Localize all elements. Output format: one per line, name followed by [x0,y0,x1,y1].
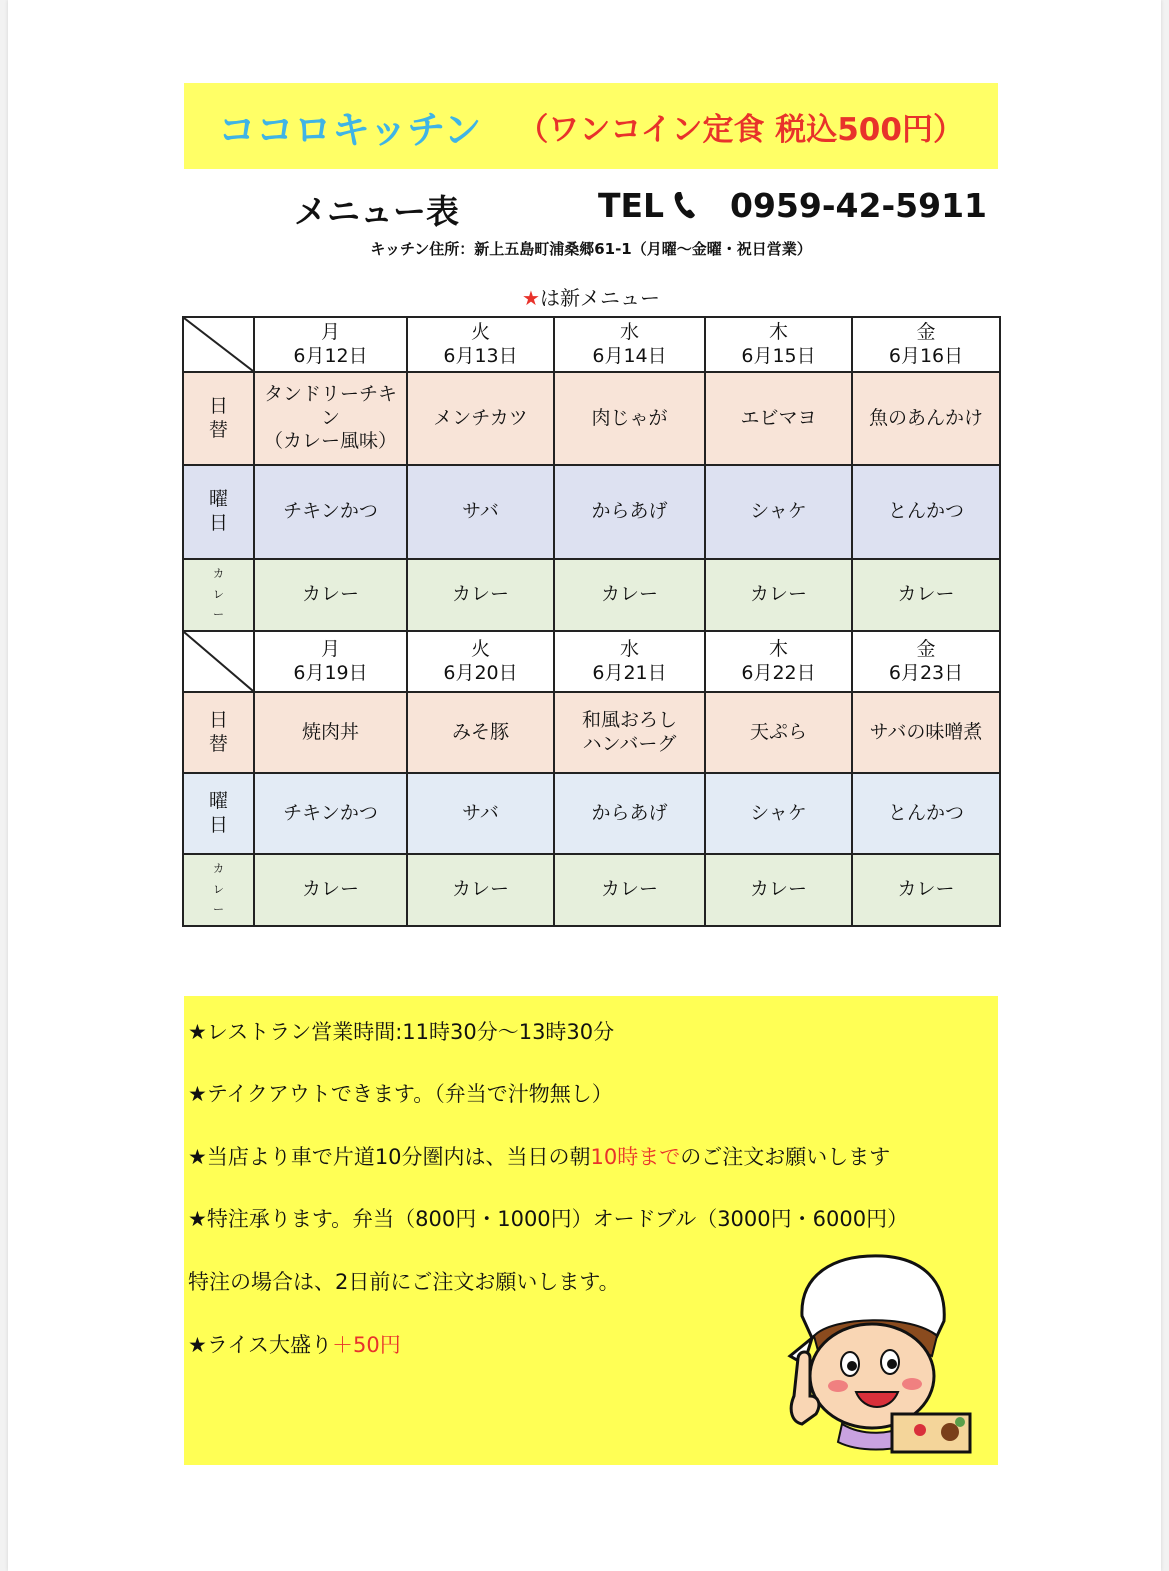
corner-cell [183,631,254,692]
row-label-daily: 日 替 [183,372,254,465]
menu-cell: みそ豚 [407,692,554,773]
diagonal-line [184,632,253,691]
menu-title: メニュー表 [294,192,459,231]
menu-cell: メンチカツ [407,372,554,465]
week1-weekday-row [183,465,1000,559]
menu-cell: サバ [407,465,554,559]
day-header: 月 6月19日 [254,631,407,692]
notice-special-order: ★特注承ります。弁当（800円・1000円）オードブル（3000円・6000円） [188,1207,909,1231]
day-header: 木 6月15日 [705,317,852,372]
price-subtitle: （ワンコイン定食 税込500円） [517,111,964,148]
phone-icon [672,190,698,220]
menu-cell: カレー [254,559,407,631]
menu-cell: からあげ [554,465,705,559]
row-label-weekday: 曜 日 [183,773,254,854]
menu-cell: タンドリーチキン （カレー風味） [254,372,407,465]
menu-cell: 焼肉丼 [254,692,407,773]
diagonal-line [184,318,253,371]
document-page [8,0,1161,1571]
menu-cell: とんかつ [852,465,1000,559]
day-header: 水 6月21日 [554,631,705,692]
menu-cell: 天ぷら [705,692,852,773]
corner-cell [183,317,254,372]
week2-weekday-row [183,773,1000,854]
title-banner [184,83,998,169]
menu-cell: シャケ [705,773,852,854]
menu-cell: 肉じゃが [554,372,705,465]
notice-delivery: ★当店より車で片道10分圏内は、当日の朝10時までのご注文お願いします [188,1145,891,1169]
menu-cell: チキンかつ [254,465,407,559]
menu-cell: カレー [852,854,1000,926]
week1-curry-row [183,559,1000,631]
new-menu-note-text: は新メニュー [539,286,660,310]
delivery-deadline: 10時まで [590,1145,681,1169]
menu-cell: チキンかつ [254,773,407,854]
shop-name: ココロキッチン [218,107,482,152]
day-header: 金 6月16日 [852,317,1000,372]
phone-number: 0959-42-5911 [730,186,988,225]
week1-header-row [183,317,1000,372]
day-header: 木 6月22日 [705,631,852,692]
row-label-weekday: 曜 日 [183,465,254,559]
week2-curry-row [183,854,1000,926]
week2-daily-row [183,692,1000,773]
row-label-daily: 日 替 [183,692,254,773]
week1-daily-row [183,372,1000,465]
tel-label: TEL [598,186,665,225]
rice-price: ＋50円 [332,1333,401,1357]
menu-cell: サバの味噌煮 [852,692,1000,773]
menu-cell: 魚のあんかけ [852,372,1000,465]
menu-cell: カレー [554,854,705,926]
menu-cell: カレー [705,559,852,631]
notice-takeout: ★テイクアウトできます。（弁当で汁物無し） [188,1082,613,1106]
weekly-menu-table [182,316,1001,927]
menu-header [184,186,998,232]
day-header: 水 6月14日 [554,317,705,372]
row-label-curry: カ レ ー [183,559,254,631]
chef-mascot-illustration [772,1246,972,1456]
menu-cell: エビマヨ [705,372,852,465]
new-menu-note [184,282,998,311]
menu-cell: 和風おろし ハンバーグ [554,692,705,773]
row-label-curry: カ レ ー [183,854,254,926]
menu-cell: カレー [705,854,852,926]
menu-cell: カレー [407,559,554,631]
week2-header-row [183,631,1000,692]
day-header: 火 6月13日 [407,317,554,372]
menu-cell: シャケ [705,465,852,559]
star-icon: ★ [522,286,540,310]
day-header: 火 6月20日 [407,631,554,692]
menu-cell: サバ [407,773,554,854]
notice-hours: ★レストラン営業時間:11時30分～13時30分 [188,1020,615,1044]
notice-special-note: 特注の場合は、2日前にご注文お願いします。 [188,1270,620,1294]
day-header: 月 6月12日 [254,317,407,372]
menu-cell: とんかつ [852,773,1000,854]
menu-cell: カレー [554,559,705,631]
day-header: 金 6月23日 [852,631,1000,692]
notice-rice: ★ライス大盛り＋50円 [188,1333,401,1357]
menu-cell: からあげ [554,773,705,854]
menu-cell: カレー [852,559,1000,631]
menu-cell: カレー [254,854,407,926]
menu-cell: カレー [407,854,554,926]
kitchen-address: キッチン住所：新上五島町浦桑郷61-1（月曜～金曜・祝日営業） [370,240,812,258]
notice-box [184,996,998,1465]
